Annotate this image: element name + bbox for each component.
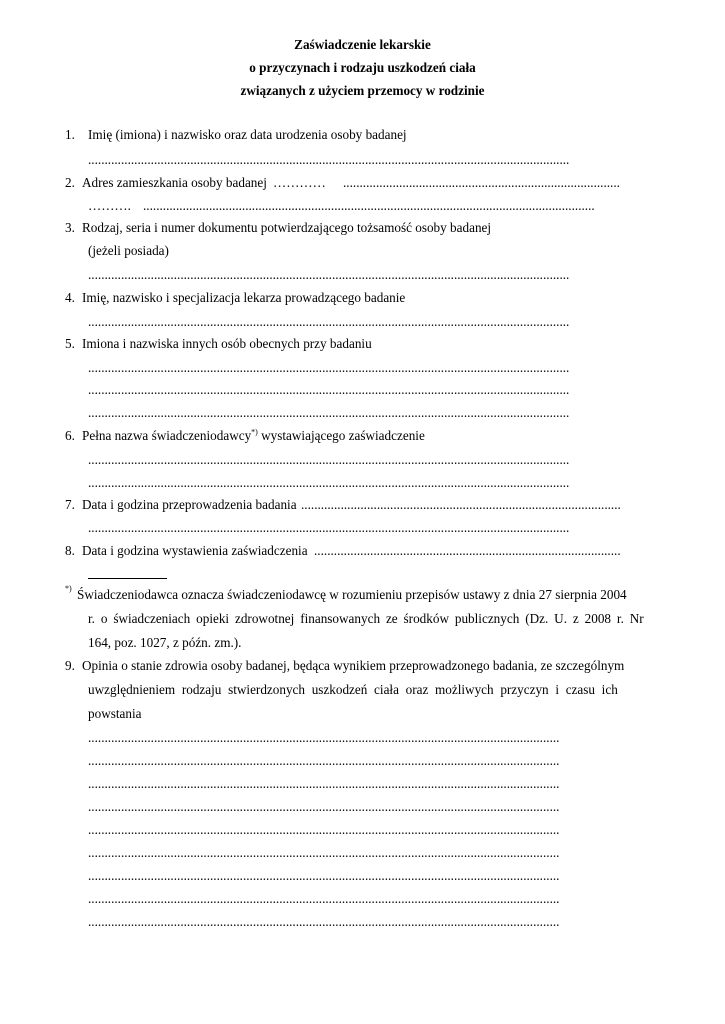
item-7-label: Data i godzina przeprowadzenia badania	[82, 497, 297, 512]
item-2-fill-line-2[interactable]: .........................................................................................................................................	[143, 198, 595, 213]
item-9-fill-line-7[interactable]: ...............................................................................................................................................	[88, 868, 560, 883]
item-9-line-2: uwzględnieniem rodzaju stwierdzonych uszkodzeń ciała oraz możliwych przyczyn i czasu ich	[88, 682, 618, 697]
item-9-number: 9.	[65, 658, 75, 673]
item-2-prefix: …………	[273, 175, 326, 190]
item-6-label	[82, 429, 425, 442]
item-6-fill-line-1[interactable]: ..................................................................................................................................................	[88, 452, 570, 467]
item-4-fill-line[interactable]: ..................................................................................................................................................	[88, 314, 570, 329]
item-6-footnote-mark: *)	[251, 427, 258, 437]
item-4-label: Imię, nazwisko i specjalizacja lekarza prowadzącego badanie	[82, 290, 406, 305]
item-8-label: Data i godzina wystawienia zaświadczenia	[82, 543, 308, 558]
item-9-fill-line-6[interactable]: ...............................................................................................................................................	[88, 845, 560, 860]
item-2-cont-prefix: ……….	[88, 198, 131, 213]
item-9-fill-line-8[interactable]: ...............................................................................................................................................	[88, 891, 560, 906]
item-5-fill-line-1[interactable]: ..................................................................................................................................................	[88, 360, 570, 375]
item-9-fill-line-9[interactable]: ...............................................................................................................................................	[88, 914, 560, 929]
item-5-fill-line-2[interactable]: ..................................................................................................................................................	[88, 382, 570, 397]
document-title-line-1: Zaświadczenie lekarskie	[294, 37, 431, 52]
item-5-fill-line-3[interactable]: ..................................................................................................................................................	[88, 405, 570, 420]
item-6-label-b: wystawiającego zaświadczenie	[261, 428, 425, 443]
item-3-fill-line[interactable]: ..................................................................................................................................................	[88, 267, 570, 282]
item-2-label: Adres zamieszkania osoby badanej	[82, 175, 267, 190]
footnote-separator	[88, 578, 167, 579]
item-7-fill-line[interactable]: .................................................................................................	[301, 497, 621, 512]
item-1-number: 1.	[65, 127, 75, 142]
item-9-fill-line-2[interactable]: ...............................................................................................................................................	[88, 753, 560, 768]
item-6-fill-line-2[interactable]: ..................................................................................................................................................	[88, 475, 570, 490]
footnote-line-2: r. o świadczeniach opieki zdrowotnej finansowanych ze środków publicznych (Dz. U. z 2008 r. Nr	[88, 611, 644, 626]
item-4-number: 4.	[65, 290, 75, 305]
item-9-fill-line-4[interactable]: ...............................................................................................................................................	[88, 799, 560, 814]
item-1-fill-line[interactable]: ..................................................................................................................................................	[88, 152, 570, 167]
item-9-fill-line-1[interactable]: ...............................................................................................................................................	[88, 730, 560, 745]
document-title-line-2: o przyczynach i rodzaju uszkodzeń ciała	[249, 60, 476, 75]
item-9-line-1: Opinia o stanie zdrowia osoby badanej, będąca wynikiem przeprowadzonego badania, ze szczególnym	[82, 658, 625, 673]
item-8-number: 8.	[65, 543, 75, 558]
item-5-label: Imiona i nazwiska innych osób obecnych przy badaniu	[82, 336, 372, 351]
item-9-fill-line-5[interactable]: ...............................................................................................................................................	[88, 822, 560, 837]
item-3-label-2: (jeżeli posiada)	[88, 243, 169, 258]
item-2-fill-line[interactable]: ....................................................................................	[343, 175, 620, 190]
item-8-fill-line[interactable]: .............................................................................................	[314, 543, 621, 558]
item-5-number: 5.	[65, 336, 75, 351]
item-7-fill-line-2[interactable]: ..................................................................................................................................................	[88, 520, 570, 535]
footnote-line-1: Świadczeniodawca oznacza świadczeniodawcę w rozumieniu przepisów ustawy z dnia 27 sierpnia 2004	[77, 587, 627, 602]
item-6-label-a: Pełna nazwa świadczeniodawcy	[82, 428, 252, 443]
item-7-number: 7.	[65, 497, 75, 512]
item-9-fill-line-3[interactable]: ...............................................................................................................................................	[88, 776, 560, 791]
item-3-label: Rodzaj, seria i numer dokumentu potwierdzającego tożsamość osoby badanej	[82, 220, 492, 235]
item-9-line-3: powstania	[88, 706, 142, 721]
item-1-label: Imię (imiona) i nazwisko oraz data urodzenia osoby badanej	[88, 127, 407, 142]
footnote-mark: *)	[65, 584, 72, 593]
item-2-number: 2.	[65, 175, 75, 190]
item-6-number: 6.	[65, 428, 75, 443]
item-3-number: 3.	[65, 220, 75, 235]
document-title-line-3: związanych z użyciem przemocy w rodzinie	[240, 83, 485, 98]
footnote-line-3: 164, poz. 1027, z późn. zm.).	[88, 635, 242, 650]
